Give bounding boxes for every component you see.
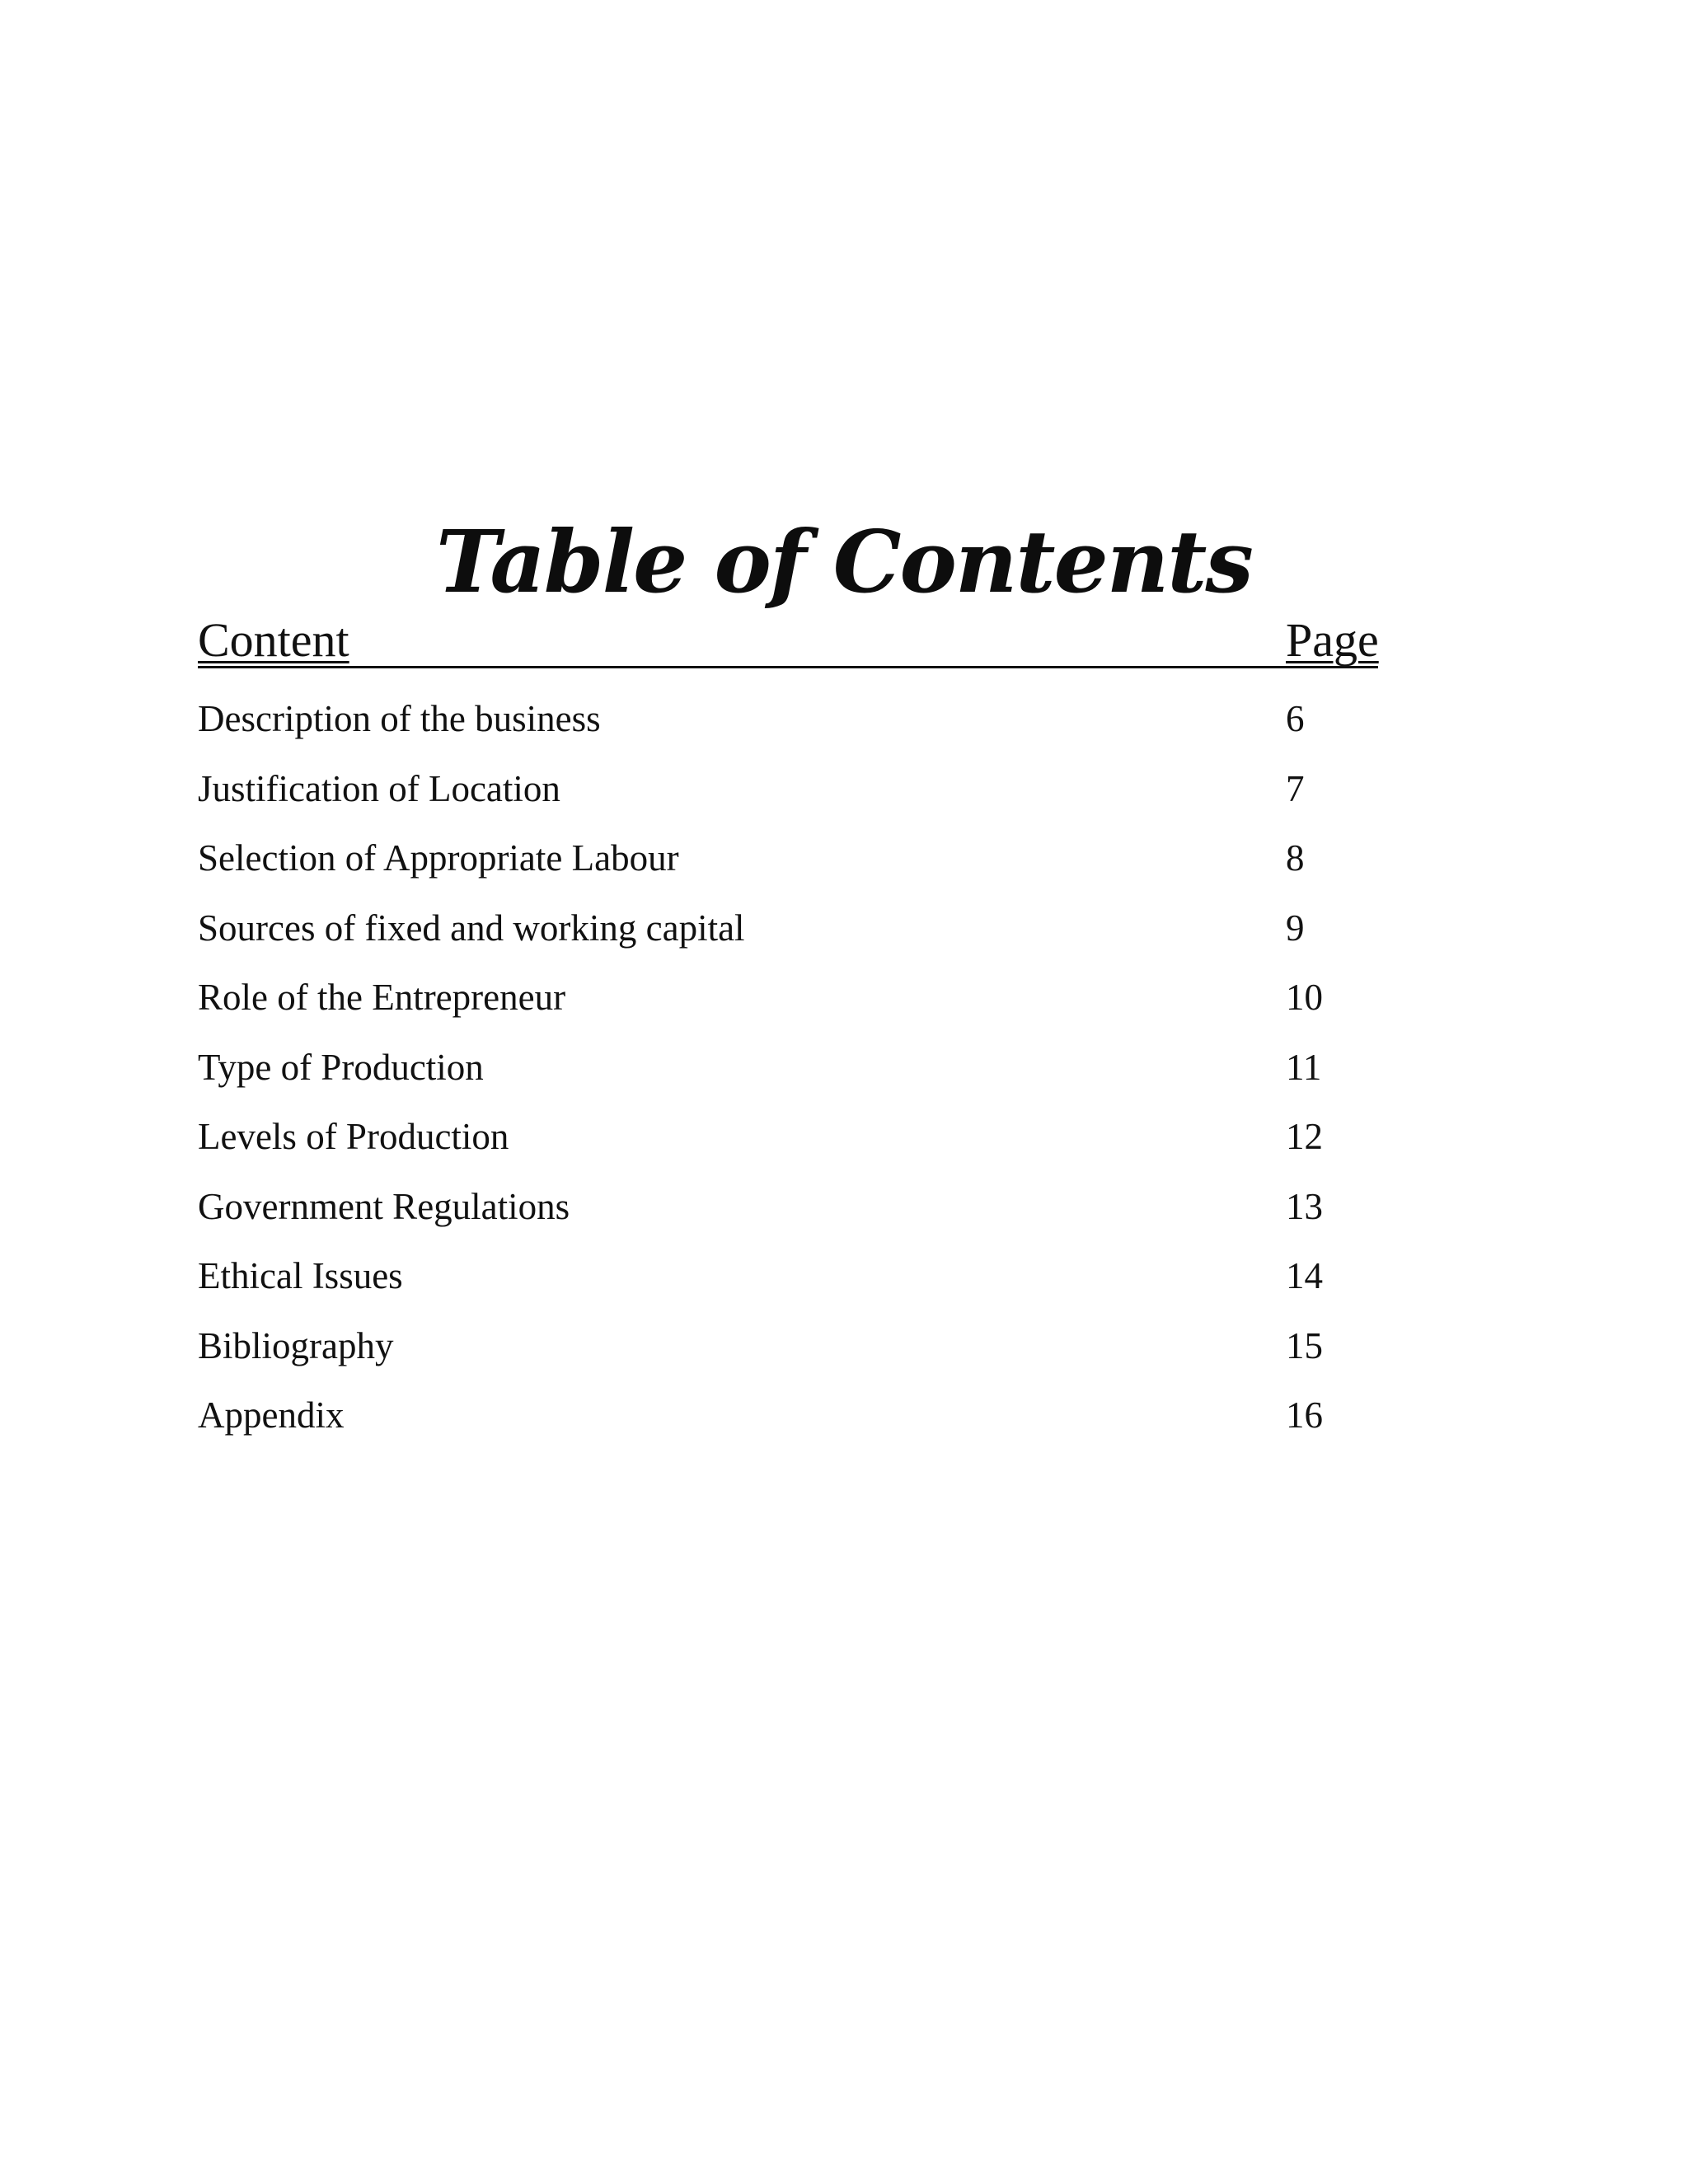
toc-entry-page: 11 [1286, 1046, 1322, 1088]
toc-entry-page: 12 [1286, 1116, 1323, 1157]
toc-entry [198, 1380, 1378, 1451]
toc-entry-page: 16 [1286, 1394, 1323, 1436]
toc-header-row [198, 603, 1378, 668]
toc-entry-page: 6 [1286, 698, 1305, 739]
toc-entry-label: Ethical Issues [198, 1255, 403, 1296]
toc-entry [198, 1102, 1378, 1172]
toc-header-content: Content [198, 613, 349, 667]
page-title: Table of Contents [436, 510, 1252, 612]
toc-entry-label: Bibliography [198, 1324, 394, 1366]
toc-entry-label: Appendix [198, 1394, 345, 1436]
toc-entry-label: Sources of fixed and working capital [198, 907, 745, 949]
toc-entry-label: Government Regulations [198, 1185, 570, 1227]
toc-entry-page: 13 [1286, 1185, 1323, 1227]
toc-entry-page: 7 [1286, 767, 1305, 809]
toc-entry [198, 684, 1378, 754]
toc-entry [198, 893, 1378, 963]
toc-entry-label: Justification of Location [198, 767, 560, 809]
toc-entry [198, 1311, 1378, 1381]
toc-entry [198, 823, 1378, 893]
toc-entry-label: Role of the Entrepreneur [198, 977, 566, 1018]
toc-entry-label: Levels of Production [198, 1116, 509, 1157]
toc-entry-page: 10 [1286, 977, 1323, 1018]
toc-list [198, 684, 1378, 1451]
toc-header-page: Page [1286, 613, 1379, 667]
toc-entry-page: 15 [1286, 1324, 1323, 1366]
toc-entry-page: 14 [1286, 1255, 1323, 1296]
toc-entry-page: 9 [1286, 907, 1305, 949]
toc-entry [198, 1241, 1378, 1311]
toc-entry-label: Description of the business [198, 698, 601, 739]
toc-entry-label: Selection of Appropriate Labour [198, 837, 679, 879]
toc-entry [198, 754, 1378, 824]
toc-entry [198, 1033, 1378, 1103]
toc-entry [198, 963, 1378, 1033]
toc-entry-label: Type of Production [198, 1046, 484, 1088]
toc-entry [198, 1172, 1378, 1242]
toc-entry-page: 8 [1286, 837, 1305, 879]
